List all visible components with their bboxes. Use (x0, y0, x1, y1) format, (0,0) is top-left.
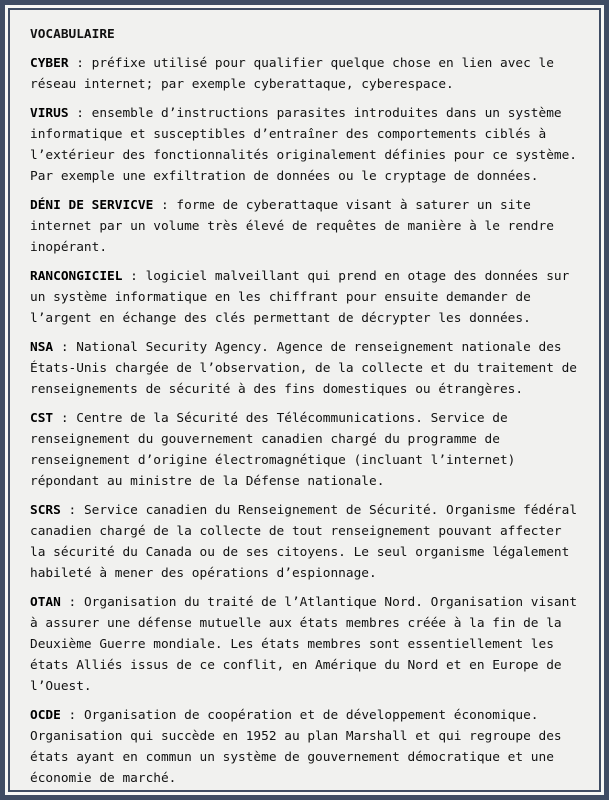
vocab-definition: : préfixe utilisé pour qualifier quelque chose en lien avec le réseau internet; par exemple cyberattaque, cyberespace. (30, 56, 554, 92)
vocab-entry (30, 705, 579, 789)
vocab-definition: : Centre de la Sécurité des Télécommunications. Service de renseignement du gouvernement canadien chargé du programme de renseignement d’origine électromagnétique (incluant l’internet) répondant au ministre de la Défense nationale. (30, 411, 516, 489)
page-title: VOCABULAIRE (30, 27, 115, 42)
vocab-definition: : Organisation de coopération et de développement économique. Organisation qui succède en 1952 au plan Marshall et qui regroupe des états ayant en commun un système de gouvernement démocratique et une économie de marché. (30, 708, 562, 786)
document-page (8, 8, 601, 792)
vocab-term: RANCONGICIEL (30, 269, 123, 284)
vocab-definition: : forme de cyberattaque visant à saturer un site internet par un volume très élevé de requêtes de manière à le rendre inopérant. (30, 198, 554, 255)
vocab-term: CST (30, 411, 54, 426)
vocab-entry (30, 266, 579, 329)
vocab-term: OCDE (30, 708, 61, 723)
vocab-entry (30, 408, 579, 492)
vocab-entry (30, 53, 579, 95)
vocab-entry (30, 500, 579, 584)
vocab-term: OTAN (30, 595, 61, 610)
vocab-definition: : National Security Agency. Agence de renseignement nationale des États-Unis chargée de l’observation, de la collecte et du traitement de renseignements de sécurité à des fins domestiques ou étrangères. (30, 340, 578, 397)
vocab-definition: : ensemble d’instructions parasites introduites dans un système informatique et susceptibles d’entraîner des comportements ciblés à l’extérieur des fonctionnalités originalement définies pour ce système. Par exemple une exfiltration de données ou le cryptage de données. (30, 106, 578, 184)
vocab-term: CYBER (30, 56, 69, 71)
vocab-term: DÉNI DE SERVICVE (30, 198, 154, 213)
vocab-term: SCRS (30, 503, 61, 518)
vocab-entry (30, 195, 579, 258)
vocab-term: VIRUS (30, 106, 69, 121)
vocab-entry (30, 592, 579, 697)
vocab-definition: : Service canadien du Renseignement de Sécurité. Organisme fédéral canadien chargé de la collecte de tout renseignement pouvant affecter la sécurité du Canada ou de ses citoyens. Le seul organisme légalement habileté à mener des opérations d’espionnage. (30, 503, 578, 581)
vocab-definition: : logiciel malveillant qui prend en otage des données sur un système informatique en les chiffrant pour ensuite demander de l’argent en échange des clés permettant de décrypter les données. (30, 269, 570, 326)
vocab-entry (30, 337, 579, 400)
vocab-definition: : Organisation du traité de l’Atlantique Nord. Organisation visant à assurer une défense mutuelle aux états membres créée à la fin de la Deuxième Guerre mondiale. Les états membres sont essentiellement les états Alliés issus de ce conflit, en Amérique du Nord et en Europe de l’Ouest. (30, 595, 578, 694)
vocab-term: NSA (30, 340, 54, 355)
vocab-entry (30, 103, 579, 187)
